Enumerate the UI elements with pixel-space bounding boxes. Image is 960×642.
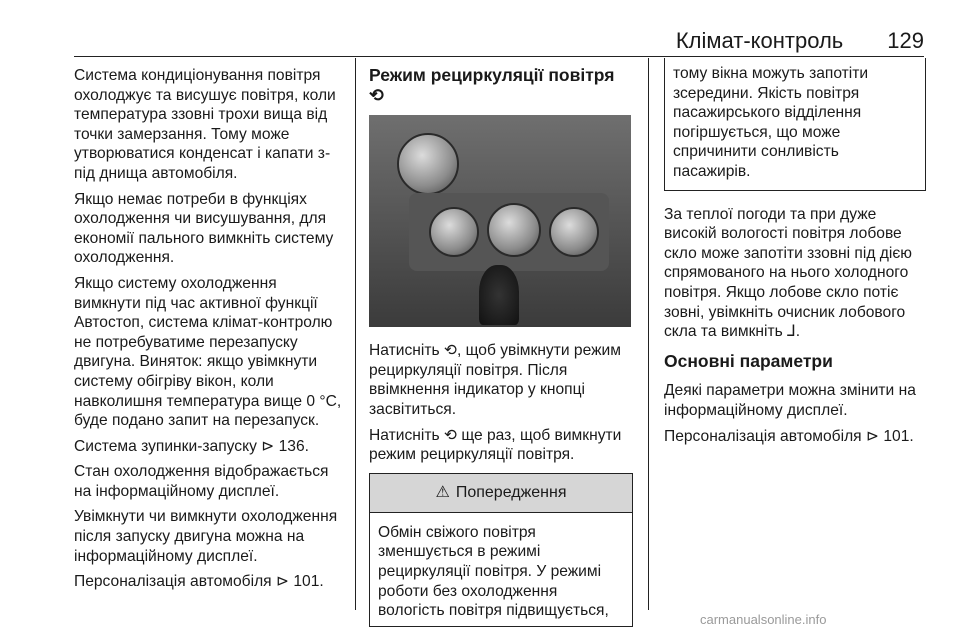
- section-heading-text: Режим рециркуляції повітря: [369, 65, 615, 85]
- paragraph: Якщо систему охолодження вимкнути під час активної функції Автостоп, система клімат-контролю не потребуватиме перезапуску двигуна. Виняток: якщо увімкнути систему обігріву вікон, коли навколишня температура вище 0 °C, буде подано запит на перезапуск.: [74, 274, 342, 430]
- paragraph: Натисніть ⟲ ще раз, щоб вимкнути режим рециркуляції повітря.: [369, 426, 622, 464]
- column-1: [74, 66, 346, 598]
- column-divider-2: [648, 58, 649, 610]
- header-rule: [74, 56, 924, 57]
- left-knob: [429, 207, 479, 257]
- gear-lever: [479, 265, 519, 325]
- warning-body: Обмін свіжого повітря зменшується в режимі рециркуляції повітря. У режимі роботи без охолодження вологість повітря підвищується,: [378, 523, 609, 620]
- warning-title: Попередження: [455, 483, 567, 501]
- recirculation-icon: ⟲: [369, 84, 383, 105]
- page-header: [676, 28, 924, 54]
- section-heading: [369, 66, 631, 105]
- cross-reference-link[interactable]: Персоналізація автомобіля ⊳ 101.: [74, 573, 324, 591]
- paragraph: Стан охолодження відображається на інформаційному дисплеї.: [74, 463, 329, 500]
- paragraph: Деякі параметри можна змінити на інформаційному дисплеї.: [664, 382, 916, 419]
- column-3: [664, 66, 926, 452]
- cross-reference-link[interactable]: Система зупинки-запуску ⊳ 136.: [74, 437, 309, 455]
- paragraph: За теплої погоди та при дуже високій вологості повітря лобове скло може запотіти ззовні під дією спрямованого на нього холодного повітря. Якщо лобове скло потіє зовні, увімкніть очисник лобового скла та вимкніть ⅃.: [664, 205, 912, 341]
- warning-header: [370, 474, 632, 513]
- climate-control-photo: [369, 115, 631, 327]
- section-heading: Основні параметри: [664, 350, 833, 371]
- warning-box: [369, 473, 633, 627]
- control-dial: [397, 133, 459, 195]
- column-2: [369, 66, 631, 627]
- warning-triangle-icon: ⚠: [435, 483, 450, 501]
- watermark: carmanualsonline.info: [700, 612, 827, 627]
- header-title: Клімат-контроль: [675, 28, 844, 53]
- paragraph: Увімкнути чи вимкнути охолодження після запуску двигуна можна на інформаційному дисплеї.: [74, 508, 338, 565]
- warning-box-continued: тому вікна можуть запотіти зсередини. Якість повітря пасажирського відділення погіршується, що може спричинити сонливість пасажирів.: [664, 58, 926, 191]
- cross-reference-link[interactable]: Персоналізація автомобіля ⊳ 101.: [664, 427, 914, 445]
- paragraph: Система кондиціонування повітря охолоджує та висушує повітря, коли температура ззовні трохи вища від точки замерзання. Тому може утворюватися конденсат і капати з-під днища автомобіля.: [74, 67, 336, 182]
- right-knob: [549, 207, 599, 257]
- column-divider-1: [355, 58, 356, 610]
- page-number: 129: [887, 28, 924, 53]
- center-knob: [487, 203, 541, 257]
- paragraph: Якщо немає потреби в функціях охолодження чи висушування, для економії пального вимкніть систему охолодження.: [74, 190, 334, 267]
- paragraph: Натисніть ⟲, щоб увімкнути режим рециркуляції повітря. Після ввімкнення індикатор у кнопці засвітиться.: [369, 342, 621, 418]
